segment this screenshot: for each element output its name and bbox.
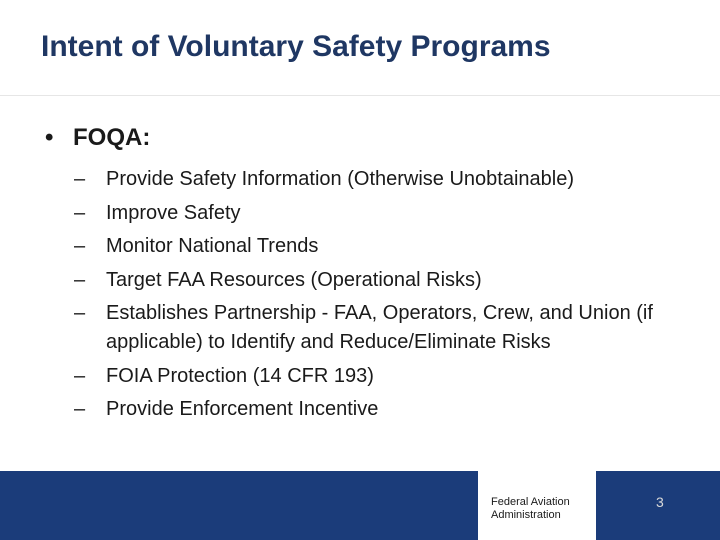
sub-bullet-text: Target FAA Resources (Operational Risks) [106,268,482,291]
sub-bullet-text: Establishes Partnership - FAA, Operators, Crew, and Union (if applicable) to Identify and Reduce/Eliminate Risks [106,302,653,353]
dash-marker: – [74,201,86,224]
dash-marker: – [74,268,86,291]
sub-bullet-item [74,232,694,261]
page-number: 3 [656,494,664,510]
dash-marker: – [74,364,86,387]
dash-marker: – [74,168,86,190]
sub-bullet-item [74,165,694,194]
bullet-foqa [45,124,150,152]
sub-bullet-item [74,299,670,357]
bullet-symbol: • [45,124,54,151]
sub-bullet-text: Monitor National Trends [106,235,319,257]
footer-bar [0,471,720,540]
dash-marker: – [74,398,86,420]
sub-bullet-text: Improve Safety [106,201,241,224]
faa-wordmark [491,496,601,522]
sub-bullet-item [74,395,694,424]
sub-bullet-list [74,165,694,429]
sub-bullet-item [74,362,694,391]
sub-bullet-text: FOIA Protection (14 CFR 193) [106,364,374,387]
bullet-label: FOQA: [73,124,151,151]
dash-marker: – [74,302,86,324]
sub-bullet-item [74,266,694,295]
sub-bullet-item [74,199,694,228]
faa-wordmark-line: Federal Aviation [491,496,570,508]
slide-title: Intent of Voluntary Safety Programs [41,30,551,63]
sub-bullet-text: Provide Safety Information (Otherwise Unobtainable) [106,168,575,190]
faa-wordmark-line: Administration [491,509,561,521]
sub-bullet-text: Provide Enforcement Incentive [106,398,379,420]
title-divider [0,95,720,96]
dash-marker: – [74,235,86,257]
